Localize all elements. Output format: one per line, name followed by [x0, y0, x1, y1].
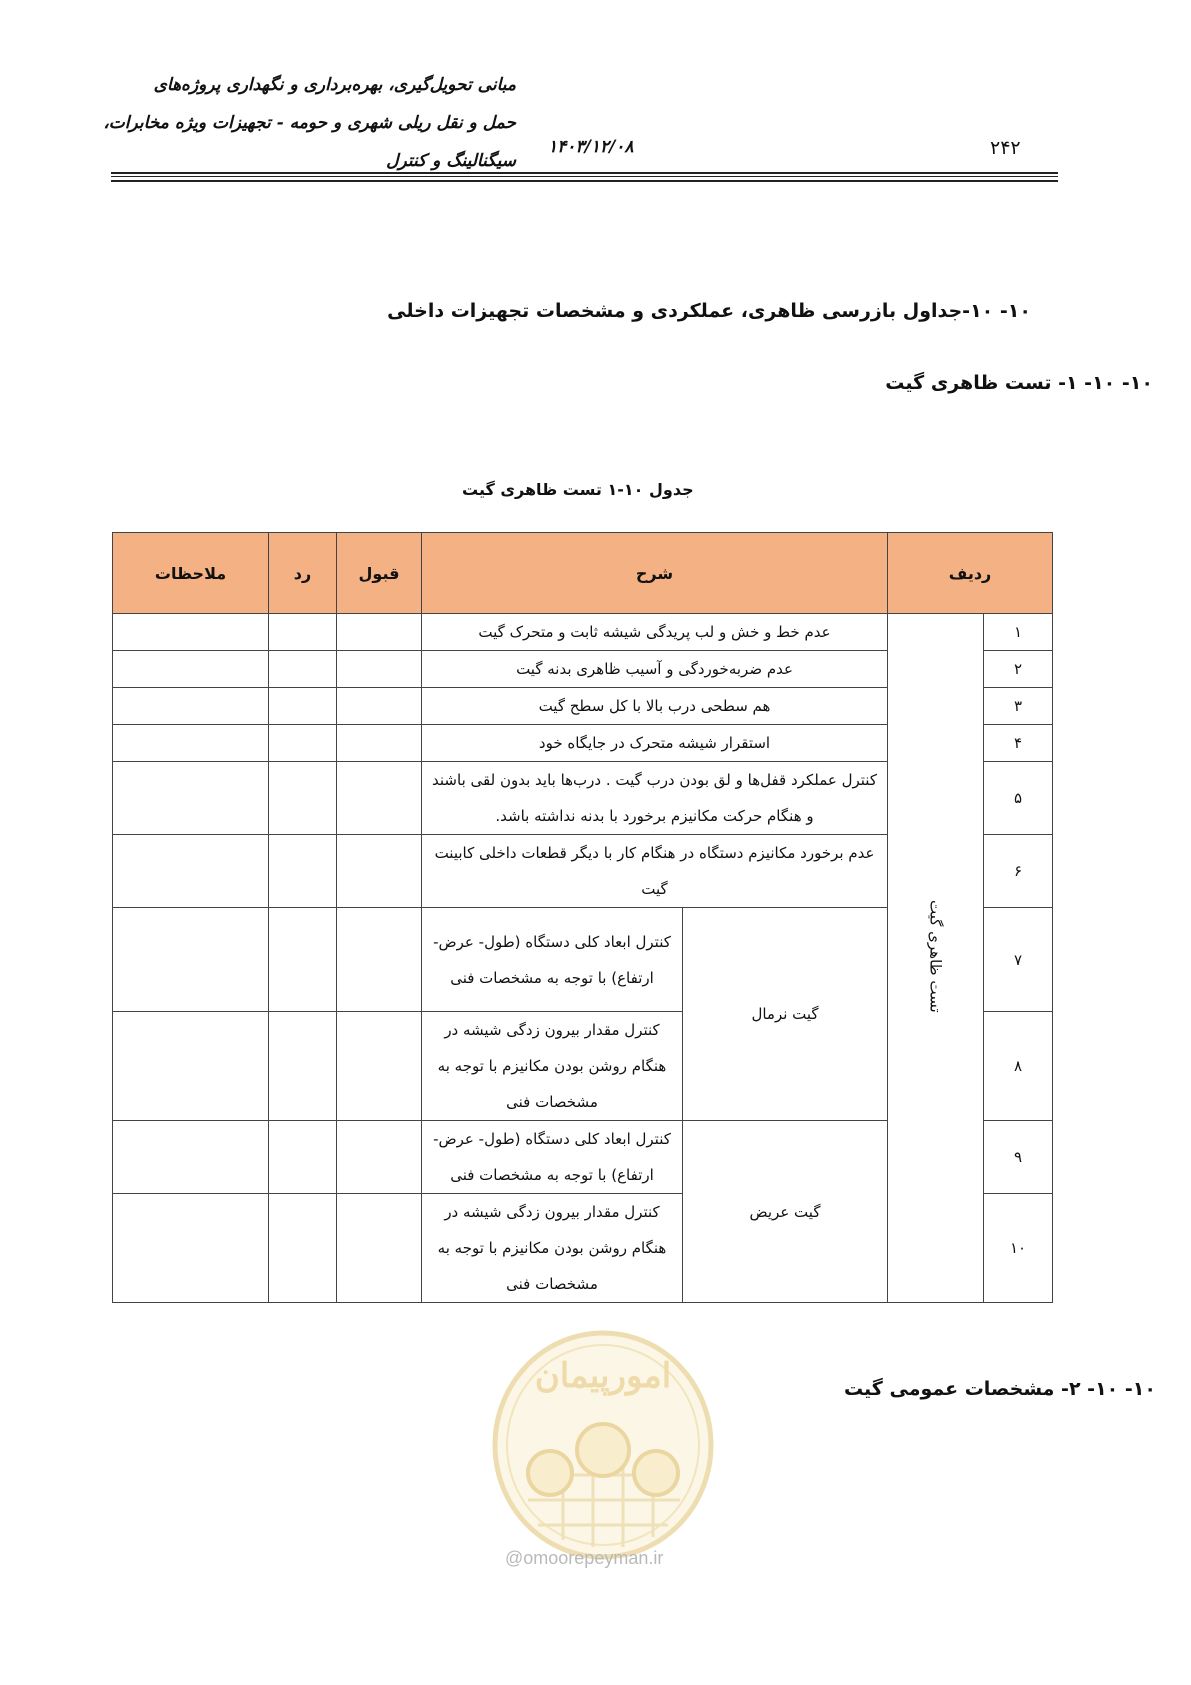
notes-cell[interactable] [113, 762, 269, 835]
header-rule-thin-1 [111, 176, 1058, 177]
accept-cell[interactable] [337, 1121, 422, 1194]
header-accept: قبول [337, 533, 422, 614]
header-title-line-3: سیگنالینگ و کنترل [386, 151, 516, 171]
row-description: کنترل مقدار بیرون زدگی شیشه در هنگام روشن بودن مکانیزم با توجه به مشخصات فنی [422, 1012, 683, 1121]
accept-cell[interactable] [337, 762, 422, 835]
header-notes: ملاحظات [113, 533, 269, 614]
row-description: استقرار شیشه متحرک در جایگاه خود [422, 725, 888, 762]
table-row [113, 614, 1053, 651]
row-number: ۱۰ [984, 1194, 1053, 1303]
header-row-number: ردیف [888, 533, 1053, 614]
accept-cell[interactable] [337, 1194, 422, 1303]
notes-cell[interactable] [113, 725, 269, 762]
row-number: ۳ [984, 688, 1053, 725]
watermark-site: @omoorepeyman.ir [505, 1548, 664, 1568]
subsection-heading-2: ۱۰- ۱۰- ۲- مشخصات عمومی گیت [843, 1378, 1156, 1400]
reject-cell[interactable] [269, 1121, 337, 1194]
reject-cell[interactable] [269, 688, 337, 725]
notes-cell[interactable] [113, 688, 269, 725]
gate-type-normal: گیت نرمال [683, 908, 888, 1121]
row-number: ۶ [984, 835, 1053, 908]
accept-cell[interactable] [337, 614, 422, 651]
table-caption: جدول ۱۰-۱ تست ظاهری گیت [462, 480, 694, 499]
reject-cell[interactable] [269, 1012, 337, 1121]
notes-cell[interactable] [113, 908, 269, 1012]
accept-cell[interactable] [337, 835, 422, 908]
reject-cell[interactable] [269, 1194, 337, 1303]
table-header-row [113, 533, 1053, 614]
row-description: عدم برخورد مکانیزم دستگاه در هنگام کار با دیگر قطعات داخلی کابینت گیت [422, 835, 888, 908]
accept-cell[interactable] [337, 688, 422, 725]
header-title [96, 66, 516, 180]
gate-visual-test-table [112, 532, 1053, 1303]
row-number: ۸ [984, 1012, 1053, 1121]
notes-cell[interactable] [113, 1012, 269, 1121]
header-date: ۱۴۰۳/۱۲/۰۸ [548, 137, 634, 157]
watermark-logo-icon [488, 1325, 718, 1580]
row-description: کنترل مقدار بیرون زدگی شیشه در هنگام روشن بودن مکانیزم با توجه به مشخصات فنی [422, 1194, 683, 1303]
reject-cell[interactable] [269, 762, 337, 835]
row-number: ۵ [984, 762, 1053, 835]
subsection-heading-1: ۱۰- ۱۰- ۱- تست ظاهری گیت [885, 372, 1153, 394]
reject-cell[interactable] [269, 908, 337, 1012]
row-description: عدم خط و خش و لب پریدگی شیشه ثابت و متحرک گیت [422, 614, 888, 651]
row-description: هم سطحی درب بالا با کل سطح گیت [422, 688, 888, 725]
notes-cell[interactable] [113, 651, 269, 688]
header-rule-thin-2 [111, 180, 1058, 182]
header-title-line-1: مبانی تحویل‌گیری، بهره‌برداری و نگهداری پروژه‌های [153, 75, 516, 95]
row-description: کنترل عملکرد قفل‌ها و لق بودن درب گیت . درب‌ها باید بدون لقی باشند و هنگام حرکت مکانیزم برخورد با بدنه نداشته باشد. [422, 762, 888, 835]
notes-cell[interactable] [113, 614, 269, 651]
reject-cell[interactable] [269, 725, 337, 762]
group-label-cell [888, 614, 984, 1303]
notes-cell[interactable] [113, 1121, 269, 1194]
row-description: کنترل ابعاد کلی دستگاه (طول- عرض-ارتفاع) با توجه به مشخصات فنی [422, 908, 683, 1012]
accept-cell[interactable] [337, 651, 422, 688]
row-number: ۹ [984, 1121, 1053, 1194]
row-number: ۱ [984, 614, 1053, 651]
header-rule-thick [111, 172, 1058, 174]
reject-cell[interactable] [269, 651, 337, 688]
accept-cell[interactable] [337, 908, 422, 1012]
header-description: شرح [422, 533, 888, 614]
group-label: تست ظاهری گیت [926, 899, 945, 1013]
page-number: ۲۴۲ [990, 137, 1021, 159]
row-number: ۷ [984, 908, 1053, 1012]
notes-cell[interactable] [113, 835, 269, 908]
row-description: عدم ضربه‌خوردگی و آسیب ظاهری بدنه گیت [422, 651, 888, 688]
row-number: ۴ [984, 725, 1053, 762]
reject-cell[interactable] [269, 614, 337, 651]
watermark-logo-text: امورپیمان [534, 1356, 672, 1396]
row-number: ۲ [984, 651, 1053, 688]
gate-type-wide: گیت عریض [683, 1121, 888, 1303]
header-reject: رد [269, 533, 337, 614]
accept-cell[interactable] [337, 725, 422, 762]
reject-cell[interactable] [269, 835, 337, 908]
header-title-line-2: حمل و نقل ریلی شهری و حومه - تجهیزات ویژه مخابرات، [103, 113, 516, 133]
section-heading: ۱۰- ۱۰-جداول بازرسی ظاهری، عملکردی و مشخصات تجهیزات داخلی [387, 300, 1031, 322]
notes-cell[interactable] [113, 1194, 269, 1303]
row-description: کنترل ابعاد کلی دستگاه (طول- عرض-ارتفاع) با توجه به مشخصات فنی [422, 1121, 683, 1194]
accept-cell[interactable] [337, 1012, 422, 1121]
